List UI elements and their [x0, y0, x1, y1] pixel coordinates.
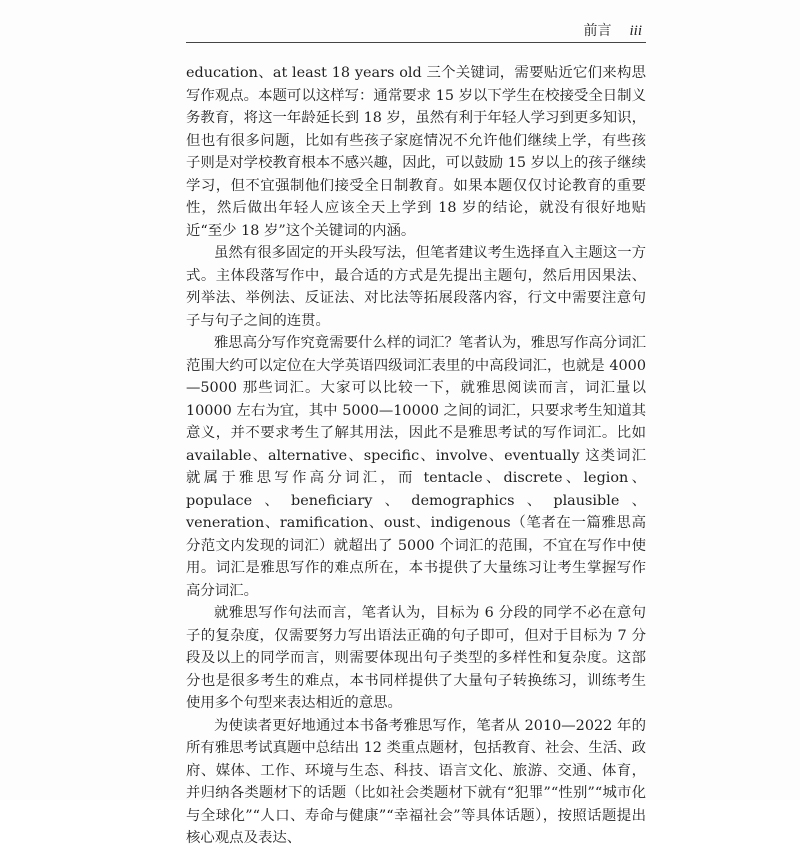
section-title: 前言	[583, 23, 612, 39]
paragraph-5: 为使读者更好地通过本书备考雅思写作，笔者从 2010—2022 年的所有雅思考试真题中总结出 12 类重点题材，包括教育、社会、生活、政府、媒体、工作、环境与生态、科技、语言文化、旅游、交通、体育，并归纳各类题材下的话题（比如社会类题材下就有“犯罪”“性别”“城市化与全球化”“人口、寿命与健康”“幸福社会”等具体话题），按照话题提出核心观点及表达、	[186, 717, 646, 846]
paragraph-2: 虽然有很多固定的开头段写法，但笔者建议考生选择直入主题这一方式。主体段落写作中，最合适的方式是先提出主题句，然后用因果法、列举法、举例法、反证法、对比法等拓展段落内容，行文中需要注意句子与句子之间的连贯。	[186, 245, 646, 329]
running-header	[186, 18, 642, 44]
header-text	[583, 20, 642, 40]
paragraph-1: education、at least 18 years old 三个关键词，需要贴近它们来构思写作观点。本题可以这样写：通常要求 15 岁以下学生在校接受全日制义务教育，将这一年龄延长到 18 岁，虽然有利于年轻人学习到更多知识，但也有很多问题，比如有些孩子家庭情况不允许他们继续上学，有些孩子则是对学校教育根本不感兴趣，因此，可以鼓励 15 岁以上的孩子继续学习，但不宜强制他们接受全日制教育。如果本题仅仅讨论教育的重要性，然后做出年轻人应该全天上学到 18 岁的结论，就没有很好地贴近“至少 18 岁”这个关键词的内涵。	[186, 65, 646, 239]
paragraph-3: 雅思高分写作究竟需要什么样的词汇？笔者认为，雅思写作高分词汇范围大约可以定位在大学英语四级词汇表里的中高段词汇，也就是 4000—5000 那些词汇。大家可以比较一下，就雅思阅读而言，词汇量以 10000 左右为宜，其中 5000—10000 之间的词汇，只要求考生知道其意义，并不要求考生了解其用法，因此不是雅思考试的写作词汇。比如 available、alternative、specific、involve、eventually 这类词汇就属于雅思写作高分词汇，而 tentacle、discrete、legion、populace、beneficiary、demographics、plausible、veneration、ramification、oust、indigenous（笔者在一篇雅思高分范文内发现的词汇）就超出了 5000 个词汇的范围，不宜在写作中使用。词汇是雅思写作的难点所在，本书提供了大量练习让考生掌握写作高分词汇。	[186, 335, 646, 599]
header-rule	[186, 42, 646, 43]
page-number: iii	[629, 23, 642, 39]
paragraph-4: 就雅思写作句法而言，笔者认为，目标为 6 分段的同学不必在意句子的复杂度，仅需要努力写出语法正确的句子即可，但对于目标为 7 分段及以上的同学而言，则需要体现出句子类型的多样性和复杂度。这部分也是很多考生的难点，本书同样提供了大量句子转换练习，训练考生使用多个句型来表达相近的意思。	[186, 605, 646, 711]
body-text	[186, 62, 646, 846]
